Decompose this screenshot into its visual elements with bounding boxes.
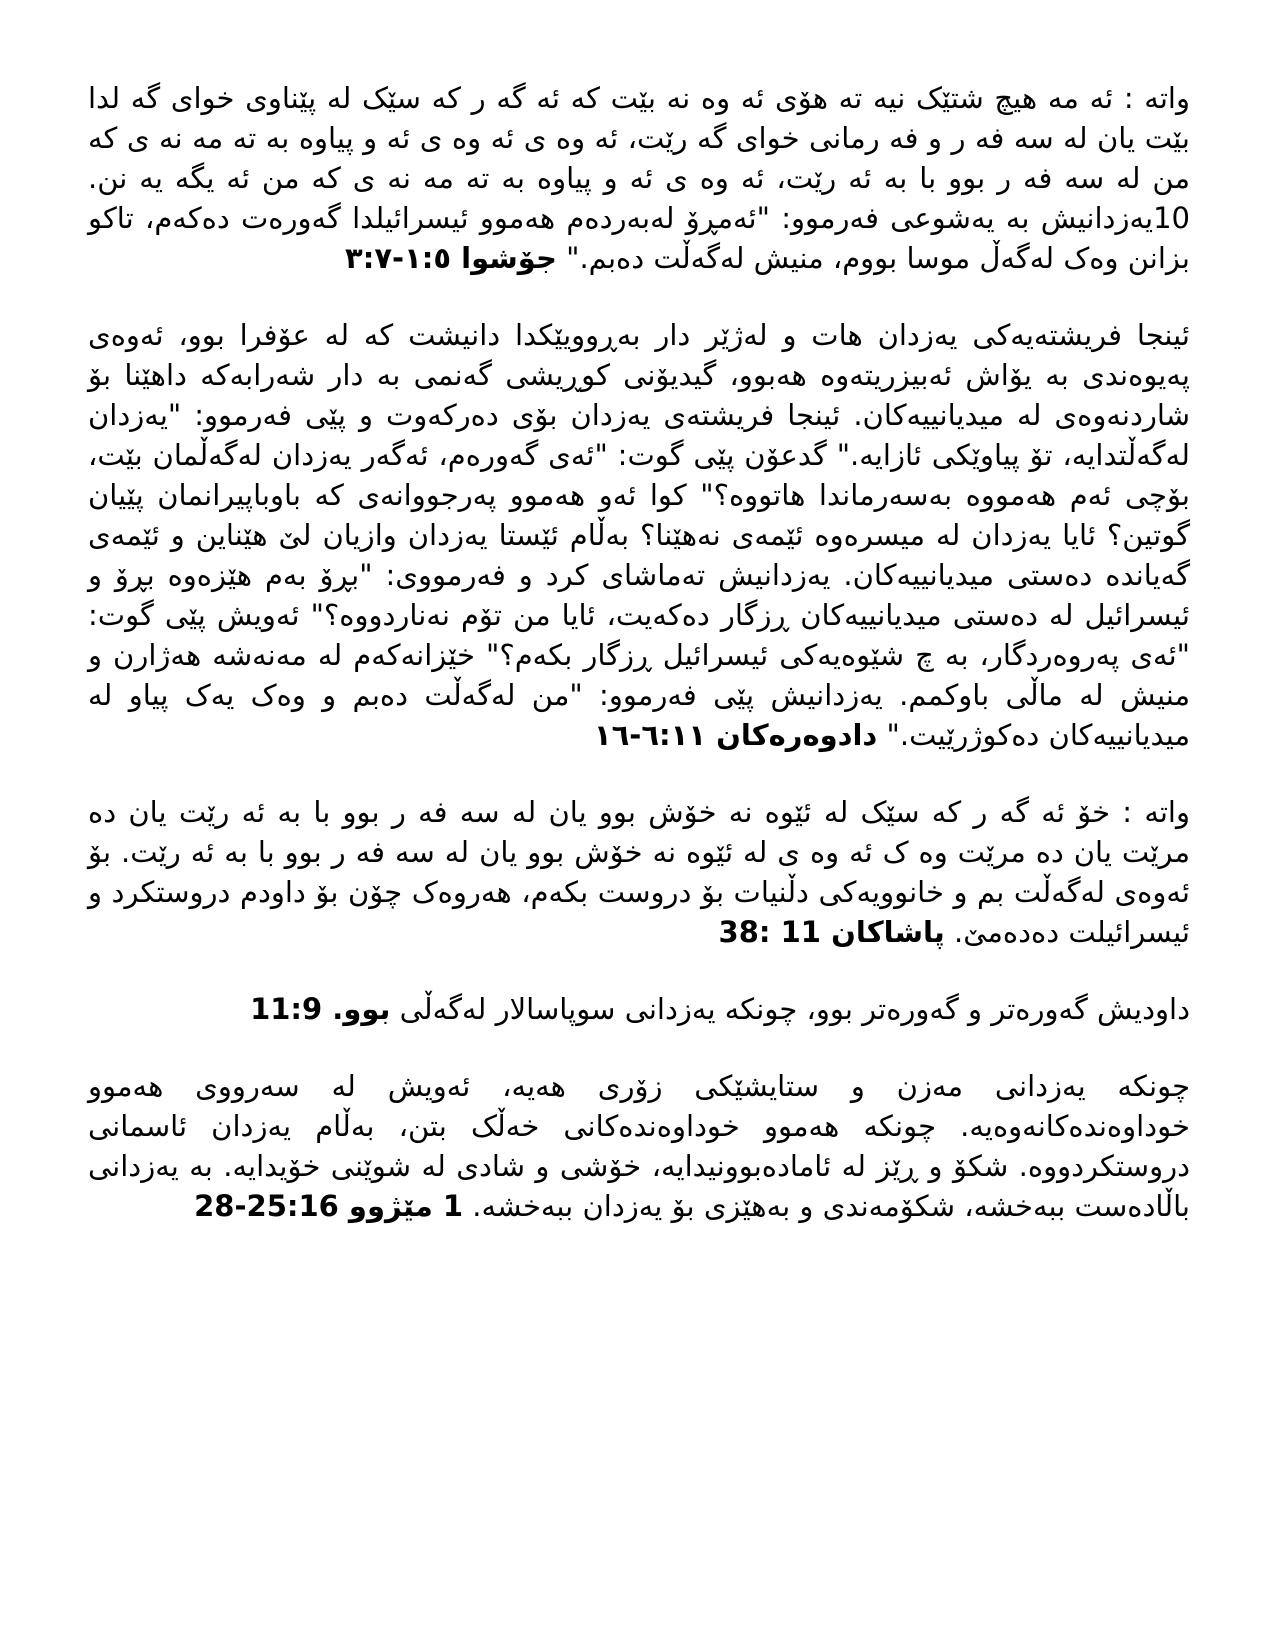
paragraph-3 xyxy=(88,792,1190,952)
paragraph-3-text: واته : خۆ ئه گه ر که سێک له ئێوه نه خۆش بوو یان له سه فه ر بوو با به ئه رێت یان ده مرێت یان ده مرێت وه ک ئه وه ی له ئێوه نه خۆش بوو یان له سه فه ر بوو با به ئه رێت. بۆ ئەوەی لەگەڵت بم و خانوویەکی دڵنیات بۆ دروست بکەم، هەروەک چۆن بۆ داودم دروستکرد و ئیسرائیلت دەدەمێ. xyxy=(88,795,1190,949)
verse-reference: دادوەرەکان ٦:١١-١٦ xyxy=(593,718,878,752)
paragraph-1 xyxy=(88,78,1190,278)
paragraph-2-text: ئینجا فریشتەیەکی یەزدان هات و لەژێر دار بەڕوویێکدا دانیشت کە لە عۆفرا بوو، ئەوەی پەیوەندی بە یۆاش ئەبیزریتەوە هەبوو، گیدیۆنی کوڕیشی گەنمی بە دار شەرابەکە داهێنا بۆ شاردنەوەی لە میدیانییەکان. ئینجا فریشتەی یەزدان بۆی دەرکەوت و پێی فەرموو: "یەزدان لەگەڵتدایە، تۆ پیاوێکی ئازایە." گدعۆن پێی گوت: "ئەی گەورەم، ئەگەر یەزدان لەگەڵمان بێت، بۆچی ئەم هەمووە بەسەرماندا هاتووە؟" کوا ئەو هەموو پەرجووانەی کە باوباپیرانمان پێیان گوتین؟ ئایا یەزدان لە میسرەوە ئێمەی نەهێنا؟ بەڵام ئێستا یەزدان وازیان لێ هێناین و ئێمەی گەیاندە دەستی میدیانییەکان. یەزدانیش تەماشای کرد و فەرمووی: "بڕۆ بەم هێزەوە بڕۆ و ئیسرائیل لە دەستی میدیانییەکان ڕزگار دەکەیت، ئایا من تۆم نەناردووە؟" ئەویش پێی گوت: "ئەی پەروەردگار، بە چ شێوەیەکی ئیسرائیل ڕزگار بکەم؟" خێزانەکەم لە مەنەشە هەژارن و منیش لە ماڵی باوکمم. یەزدانیش پێی فەرموو: "من لەگەڵت دەبم و وەک یەک پیاو لە میدیانییەکان دەکوژرێیت." xyxy=(88,318,1190,752)
verse-reference: پاشاکان 11 :38 xyxy=(718,915,945,949)
paragraph-1-text: واته : ئه مه هیچ شتێک نیه ته هۆی ئه وه نه بێت که ئه گه ر که سێک له پێناوی خوای گه لدا بێت یان له سه فه ر و فه رمانی خوای گه رێت، ئه وه ی ئه وه ی ئه و پیاوه به ته مه نه ی که من له سه فه ر بوو با به ئه رێت، ئه وه ی ئه و پیاوه به ته مه نه ی که من ئه یگه یه نن. 10یەزدانیش بە یەشوعی فەرموو: "ئەمڕۆ لەبەردەم هەموو ئیسرائیلدا گەورەت دەکەم، تاکو بزانن وەک لەگەڵ موسا بووم، منیش لەگەڵت دەبم." xyxy=(88,81,1190,275)
verse-reference: 1 مێژوو 25:16-28 xyxy=(194,1189,464,1223)
paragraph-5 xyxy=(88,1066,1190,1226)
verse-reference: بوو. 11:9 xyxy=(250,992,391,1026)
paragraph-2 xyxy=(88,315,1190,755)
paragraph-5-text: چونکە یەزدانی مەزن و ستایشێکی زۆری هەیە، ئەویش لە سەرووی هەموو خوداوەندەکانەوەیە. چونکە هەموو خوداوەندەکانی خەڵک بتن، بەڵام یەزدان ئاسمانی دروستکردووە. شکۆ و ڕێز لە ئامادەبوونیدایە، خۆشی و شادی لە شوێنی خۆیدایە. بە یەزدانی باڵادەست ببەخشە، شکۆمەندی و بەهێزی بۆ یەزدان ببەخشە. xyxy=(88,1069,1190,1223)
verse-reference: جۆشوا ١:٥-٣:٧ xyxy=(345,241,557,275)
paragraph-4-text: داودیش گەورەتر و گەورەتر بوو، چونکە یەزدانی سوپاسالار لەگەڵی xyxy=(390,992,1190,1026)
document-page xyxy=(88,78,1190,1263)
paragraph-4 xyxy=(88,989,1190,1029)
